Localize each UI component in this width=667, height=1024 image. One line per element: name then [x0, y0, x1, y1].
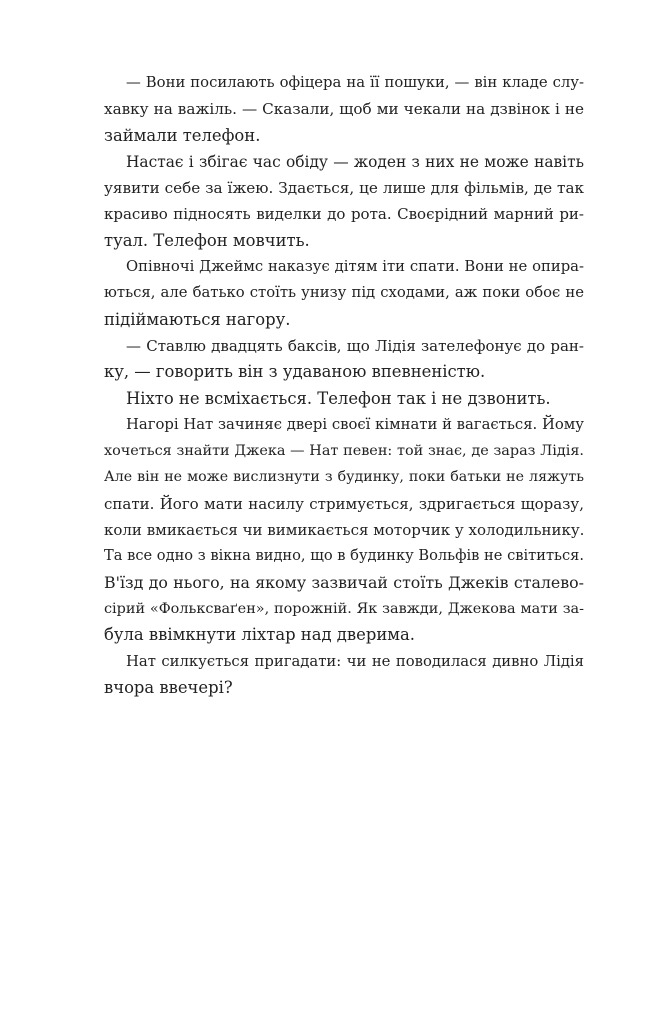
text-line: Нагорі Нат зачиняє двері своєї кімнати й вагається. Йому — [126, 415, 584, 433]
body-text — [104, 70, 584, 701]
text-line: хавку на важіль. — Сказали, щоб ми чекали на дзвінок і не — [104, 100, 584, 119]
text-line: коли вмикається чи вимикається моторчик у холодильнику. — [104, 521, 584, 540]
text-line: спати. Його мати насилу стримується, здригається щоразу, — [104, 494, 584, 513]
text-line: була ввімкнути ліхтар над дверима. — [104, 625, 415, 645]
paragraph — [104, 649, 584, 702]
paragraph — [104, 333, 584, 386]
paragraph — [104, 254, 584, 333]
text-line: Та все одно з вікна видно, що в будинку Вольфів не світиться. — [104, 547, 584, 565]
text-line: хочеться знайти Джека — Нат певен: той знає, де зараз Лідія. — [104, 443, 584, 460]
paragraph — [104, 70, 584, 149]
text-line: В'їзд до нього, на якому зазвичай стоїть Джеків сталево- — [104, 572, 584, 592]
text-line: уявити себе за їжею. Здається, це лише для фільмів, де так — [104, 179, 584, 198]
text-line: ку, — говорить він з удаваною впевненістю. — [104, 362, 486, 382]
text-line: підіймаються нагору. — [104, 309, 291, 329]
text-line: ються, але батько стоїть унизу під сходами, аж поки обоє не — [104, 284, 584, 302]
text-line: Настає і збігає час обіду — жоден з них не може навіть — [126, 152, 584, 171]
text-line: Нат силкується пригадати: чи не поводилася дивно Лідія — [126, 652, 584, 670]
text-line: — Ставлю двадцять баксів, що Лідія зателефонує до ран- — [126, 336, 584, 355]
paragraph — [104, 412, 584, 649]
text-line: туал. Телефон мовчить. — [104, 230, 310, 250]
text-line: Опівночі Джеймс наказує дітям іти спати. Вони не опира- — [126, 258, 584, 276]
text-line: Але він не може вислизнути з будинку, поки батьки не ляжуть — [104, 469, 584, 486]
text-line: займали телефон. — [104, 125, 261, 145]
paragraph — [104, 386, 584, 412]
text-line: Ніхто не всміхається. Телефон так і не дзвонить. — [126, 388, 551, 408]
paragraph — [104, 149, 584, 254]
text-line: — Вони посилають офіцера на її пошуки, — він кладе слу- — [126, 74, 584, 91]
text-line: сірий «Фольксваґен», порожній. Як завжди, Джекова мати за- — [104, 600, 584, 617]
text-line: красиво підносять виделки до рота. Своєрідний марний ри- — [104, 205, 584, 224]
text-line: вчора ввечері? — [104, 677, 233, 697]
